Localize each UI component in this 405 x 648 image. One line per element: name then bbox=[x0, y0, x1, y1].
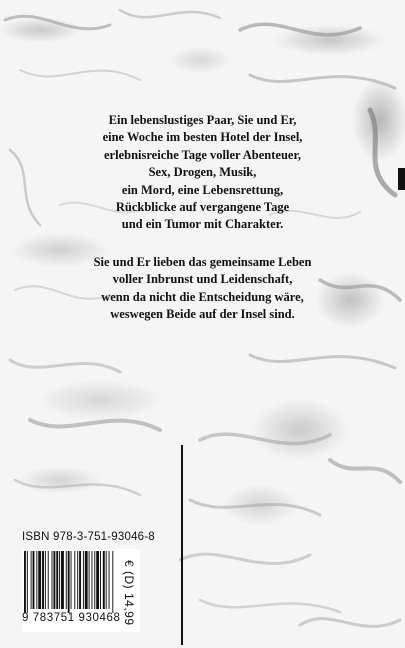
blurb-line: Sie und Er lieben das gemeinsame Leben bbox=[93, 255, 312, 269]
barcode-bar bbox=[112, 551, 113, 613]
barcode-bar bbox=[109, 551, 110, 609]
barcode-bar bbox=[79, 551, 81, 609]
barcode-bar bbox=[59, 551, 60, 609]
barcode-bar bbox=[71, 551, 72, 609]
blurb-line: und ein Tumor mit Charakter. bbox=[121, 217, 284, 232]
price-label: € (D) 14,99 bbox=[122, 560, 136, 626]
blurb-line: voller Inbrunst und Leidenschaft, bbox=[112, 272, 293, 287]
barcode-bar bbox=[66, 551, 67, 609]
spine-line bbox=[181, 445, 183, 645]
barcode-bar bbox=[68, 551, 70, 613]
barcode-bar bbox=[53, 551, 55, 609]
barcode-bar bbox=[96, 551, 99, 609]
barcode-bar bbox=[27, 551, 28, 613]
blurb-line: eine Woche im besten Hotel der Insel, bbox=[102, 130, 303, 145]
barcode-bar bbox=[24, 551, 26, 613]
blurb-line: wenn da nicht die Entscheidung wäre, bbox=[101, 289, 304, 304]
barcode-bar bbox=[61, 551, 64, 609]
barcode-bar bbox=[103, 551, 105, 609]
barcode-bar bbox=[83, 551, 84, 609]
blurb-line: Rückblicke auf vergangene Tage bbox=[115, 200, 290, 215]
blurb-line: ein Mord, eine Lebensrettung, bbox=[121, 182, 284, 197]
barcode-bar bbox=[106, 551, 107, 609]
barcode-digits: 9 783751 930468 bbox=[22, 612, 121, 624]
barcode-bar bbox=[56, 551, 58, 609]
blurb-paragraph-2 bbox=[40, 254, 365, 324]
barcode-bar bbox=[91, 551, 92, 609]
barcode-bar bbox=[89, 551, 90, 609]
barcode-bar bbox=[74, 551, 75, 609]
blurb-line: erlebnisreiche Tage voller Abenteuer, bbox=[104, 147, 301, 162]
blurb-line: Sex, Drogen, Musik, bbox=[148, 165, 257, 180]
barcode-bar bbox=[48, 551, 49, 609]
barcode-bar bbox=[85, 551, 88, 609]
barcode-bar bbox=[100, 551, 101, 609]
barcode-bar bbox=[31, 551, 32, 609]
barcode-bar bbox=[42, 551, 44, 609]
isbn-label: ISBN 978-3-751-93046-8 bbox=[22, 531, 155, 543]
barcode-bar bbox=[38, 551, 41, 609]
blurb-line: weswegen Beide auf der Insel sind. bbox=[110, 307, 295, 322]
barcode-bar bbox=[33, 551, 35, 609]
barcode-bar bbox=[77, 551, 78, 609]
blurb-line: Ein lebenslustiges Paar, Sie und Er, bbox=[108, 113, 297, 127]
barcode-bar bbox=[45, 551, 46, 609]
barcode-bar bbox=[94, 551, 95, 609]
blurb-paragraph-1 bbox=[40, 112, 365, 234]
barcode-bar bbox=[52, 551, 53, 609]
barcode-bar bbox=[36, 551, 37, 609]
